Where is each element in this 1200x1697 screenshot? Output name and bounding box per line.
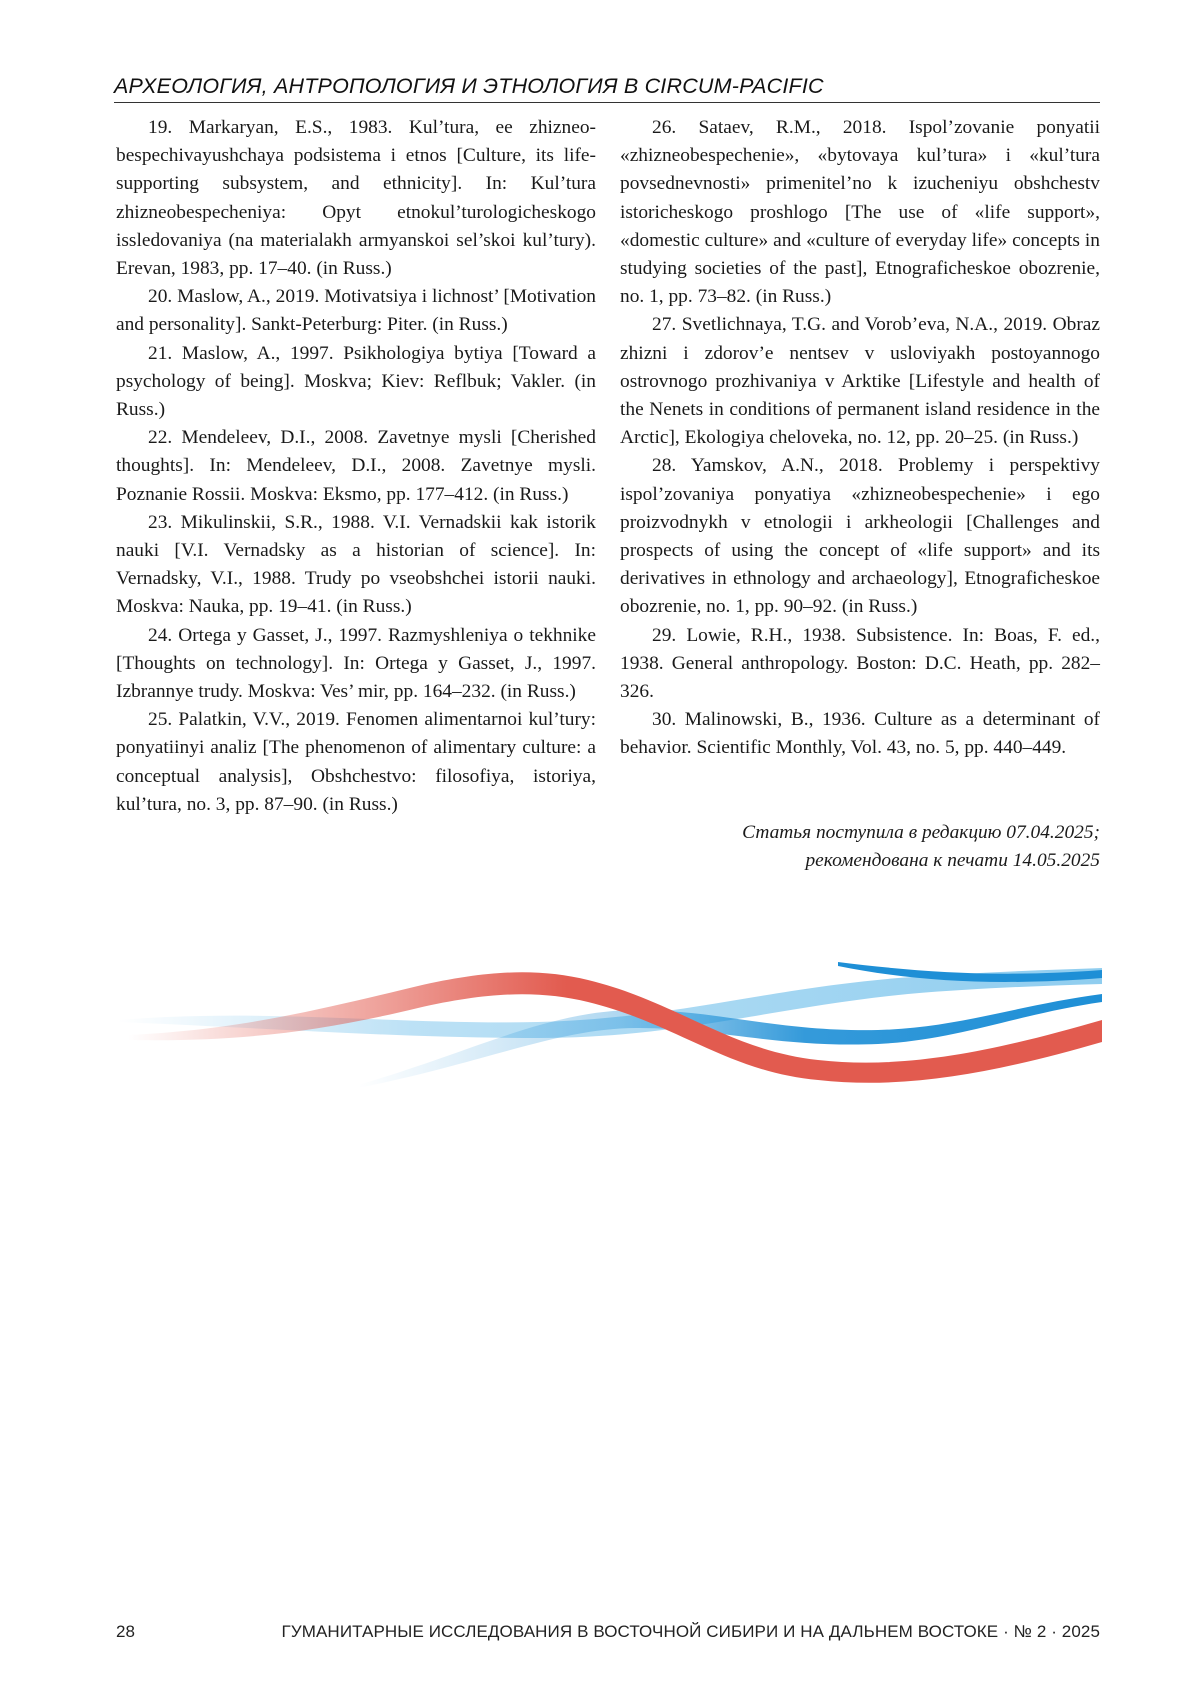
- reference-21: 21. Maslow, A., 1997. Psikhologiya bytiya [Toward a psychology of being]. Moskva; Kiev: Reflbuk; Vakler. (in Russ.): [116, 342, 596, 421]
- received-note: [620, 819, 1100, 875]
- reference-25: 25. Palatkin, V.V., 2019. Fenomen alimentarnoi kul’tury: ponyatiinyi analiz [The phenomenon of alimentary culture: a conceptual analysis], Obshchestvo: filosofiya, istoriya, kul’tura, no. 3, pp. 87–90. (in Russ.): [116, 709, 596, 815]
- reference-29: 29. Lowie, R.H., 1938. Subsistence. In: Boas, F. ed., 1938. General anthropology. Boston: D.C. Heath, pp. 282–326.: [620, 624, 1100, 703]
- journal-title: ГУМАНИТАРНЫЕ ИССЛЕДОВАНИЯ В ВОСТОЧНОЙ СИБИРИ И НА ДАЛЬНЕМ ВОСТОКЕ · № 2 · 2025: [281, 1622, 1100, 1641]
- reference-22: 22. Mendeleev, D.I., 2008. Zavetnye mysli [Cherished thoughts]. In: Mendeleev, D.I., 2008. Zavetnye mysli. Poznanie Rossii. Moskva: Eksmo, pp. 177–412. (in Russ.): [116, 427, 596, 505]
- recommended-date: рекомендована к печати 14.05.2025: [805, 849, 1100, 871]
- received-date: Статья поступила в редакцию 07.04.2025;: [742, 821, 1100, 843]
- reference-19: 19. Markaryan, E.S., 1983. Kul’tura, ee zhizneobespechivayushchaya podsistema i etnos [Culture, its life-supporting subsystem, and ethnicity]. In: Kul’tura zhizneobespecheniya: Opyt etnokul’turologicheskogo issledovaniya (na materialakh armyanskoi sel’skoi kul’tury). Erevan, 1983, pp. 17–40. (in Russ.): [116, 117, 596, 280]
- references-column-right: [620, 114, 1100, 875]
- reference-27: 27. Svetlichnaya, T.G. and Vorob’eva, N.A., 2019. Obraz zhizni i zdorov’e nentsev v usloviyakh postoyannogo ostrovnogo prozhivaniya v Arktike [Lifestyle and health of the Nenets in conditions of permanent island residence in the Arctic], Ekologiya cheloveka, no. 12, pp. 20–25. (in Russ.): [620, 314, 1100, 449]
- reference-23: 23. Mikulinskii, S.R., 1988. V.I. Vernadskii kak istorik nauki [V.I. Vernadsky as a historian of science]. In: Vernadsky, V.I., 1988. Trudy po vseobshchei istorii nauki. Moskva: Nauka, pp. 19–41. (in Russ.): [116, 511, 596, 618]
- decorative-wave: [118, 950, 1102, 1090]
- running-head: АРХЕОЛОГИЯ, АНТРОПОЛОГИЯ И ЭТНОЛОГИЯ В CIRCUM-PACIFIC: [114, 74, 1100, 103]
- page-number: 28: [116, 1622, 135, 1641]
- reference-30: 30. Malinowski, B., 1936. Culture as a determinant of behavior. Scientific Monthly, Vol. 43, no. 5, pp. 440–449.: [620, 709, 1100, 759]
- reference-20: 20. Maslow, A., 2019. Motivatsiya i lichnost’ [Motivation and personality]. Sankt-Peterburg: Piter. (in Russ.): [116, 286, 596, 336]
- reference-28: 28. Yamskov, A.N., 2018. Problemy i perspektivy ispol’zovaniya ponyatiya «zhizneobespechenie» i ego proizvodnykh v etnologii i arkheologii [Challenges and prospects of using the concept of «life support» and its derivatives in ethnology and archaeology], Etnograficheskoe obozrenie, no. 1, pp. 90–92. (in Russ.): [620, 455, 1100, 618]
- references-column-left: [116, 114, 596, 819]
- reference-24: 24. Ortega y Gasset, J., 1997. Razmyshleniya o tekhnike [Thoughts on technology]. In: Ortega y Gasset, J., 1997. Izbrannye trudy. Moskva: Ves’ mir, pp. 164–232. (in Russ.): [116, 624, 596, 703]
- reference-26: 26. Sataev, R.M., 2018. Ispol’zovanie ponyatii «zhizneobespechenie», «bytovaya kul’tura» i «kul’tura povsednevnosti» primenitel’no k izucheniyu obshchestv istoricheskogo proshlogo [The use of «life support», «domestic culture» and «culture of everyday life» concepts in studying societies of the past], Etnograficheskoe obozrenie, no. 1, pp. 73–82. (in Russ.): [620, 117, 1100, 308]
